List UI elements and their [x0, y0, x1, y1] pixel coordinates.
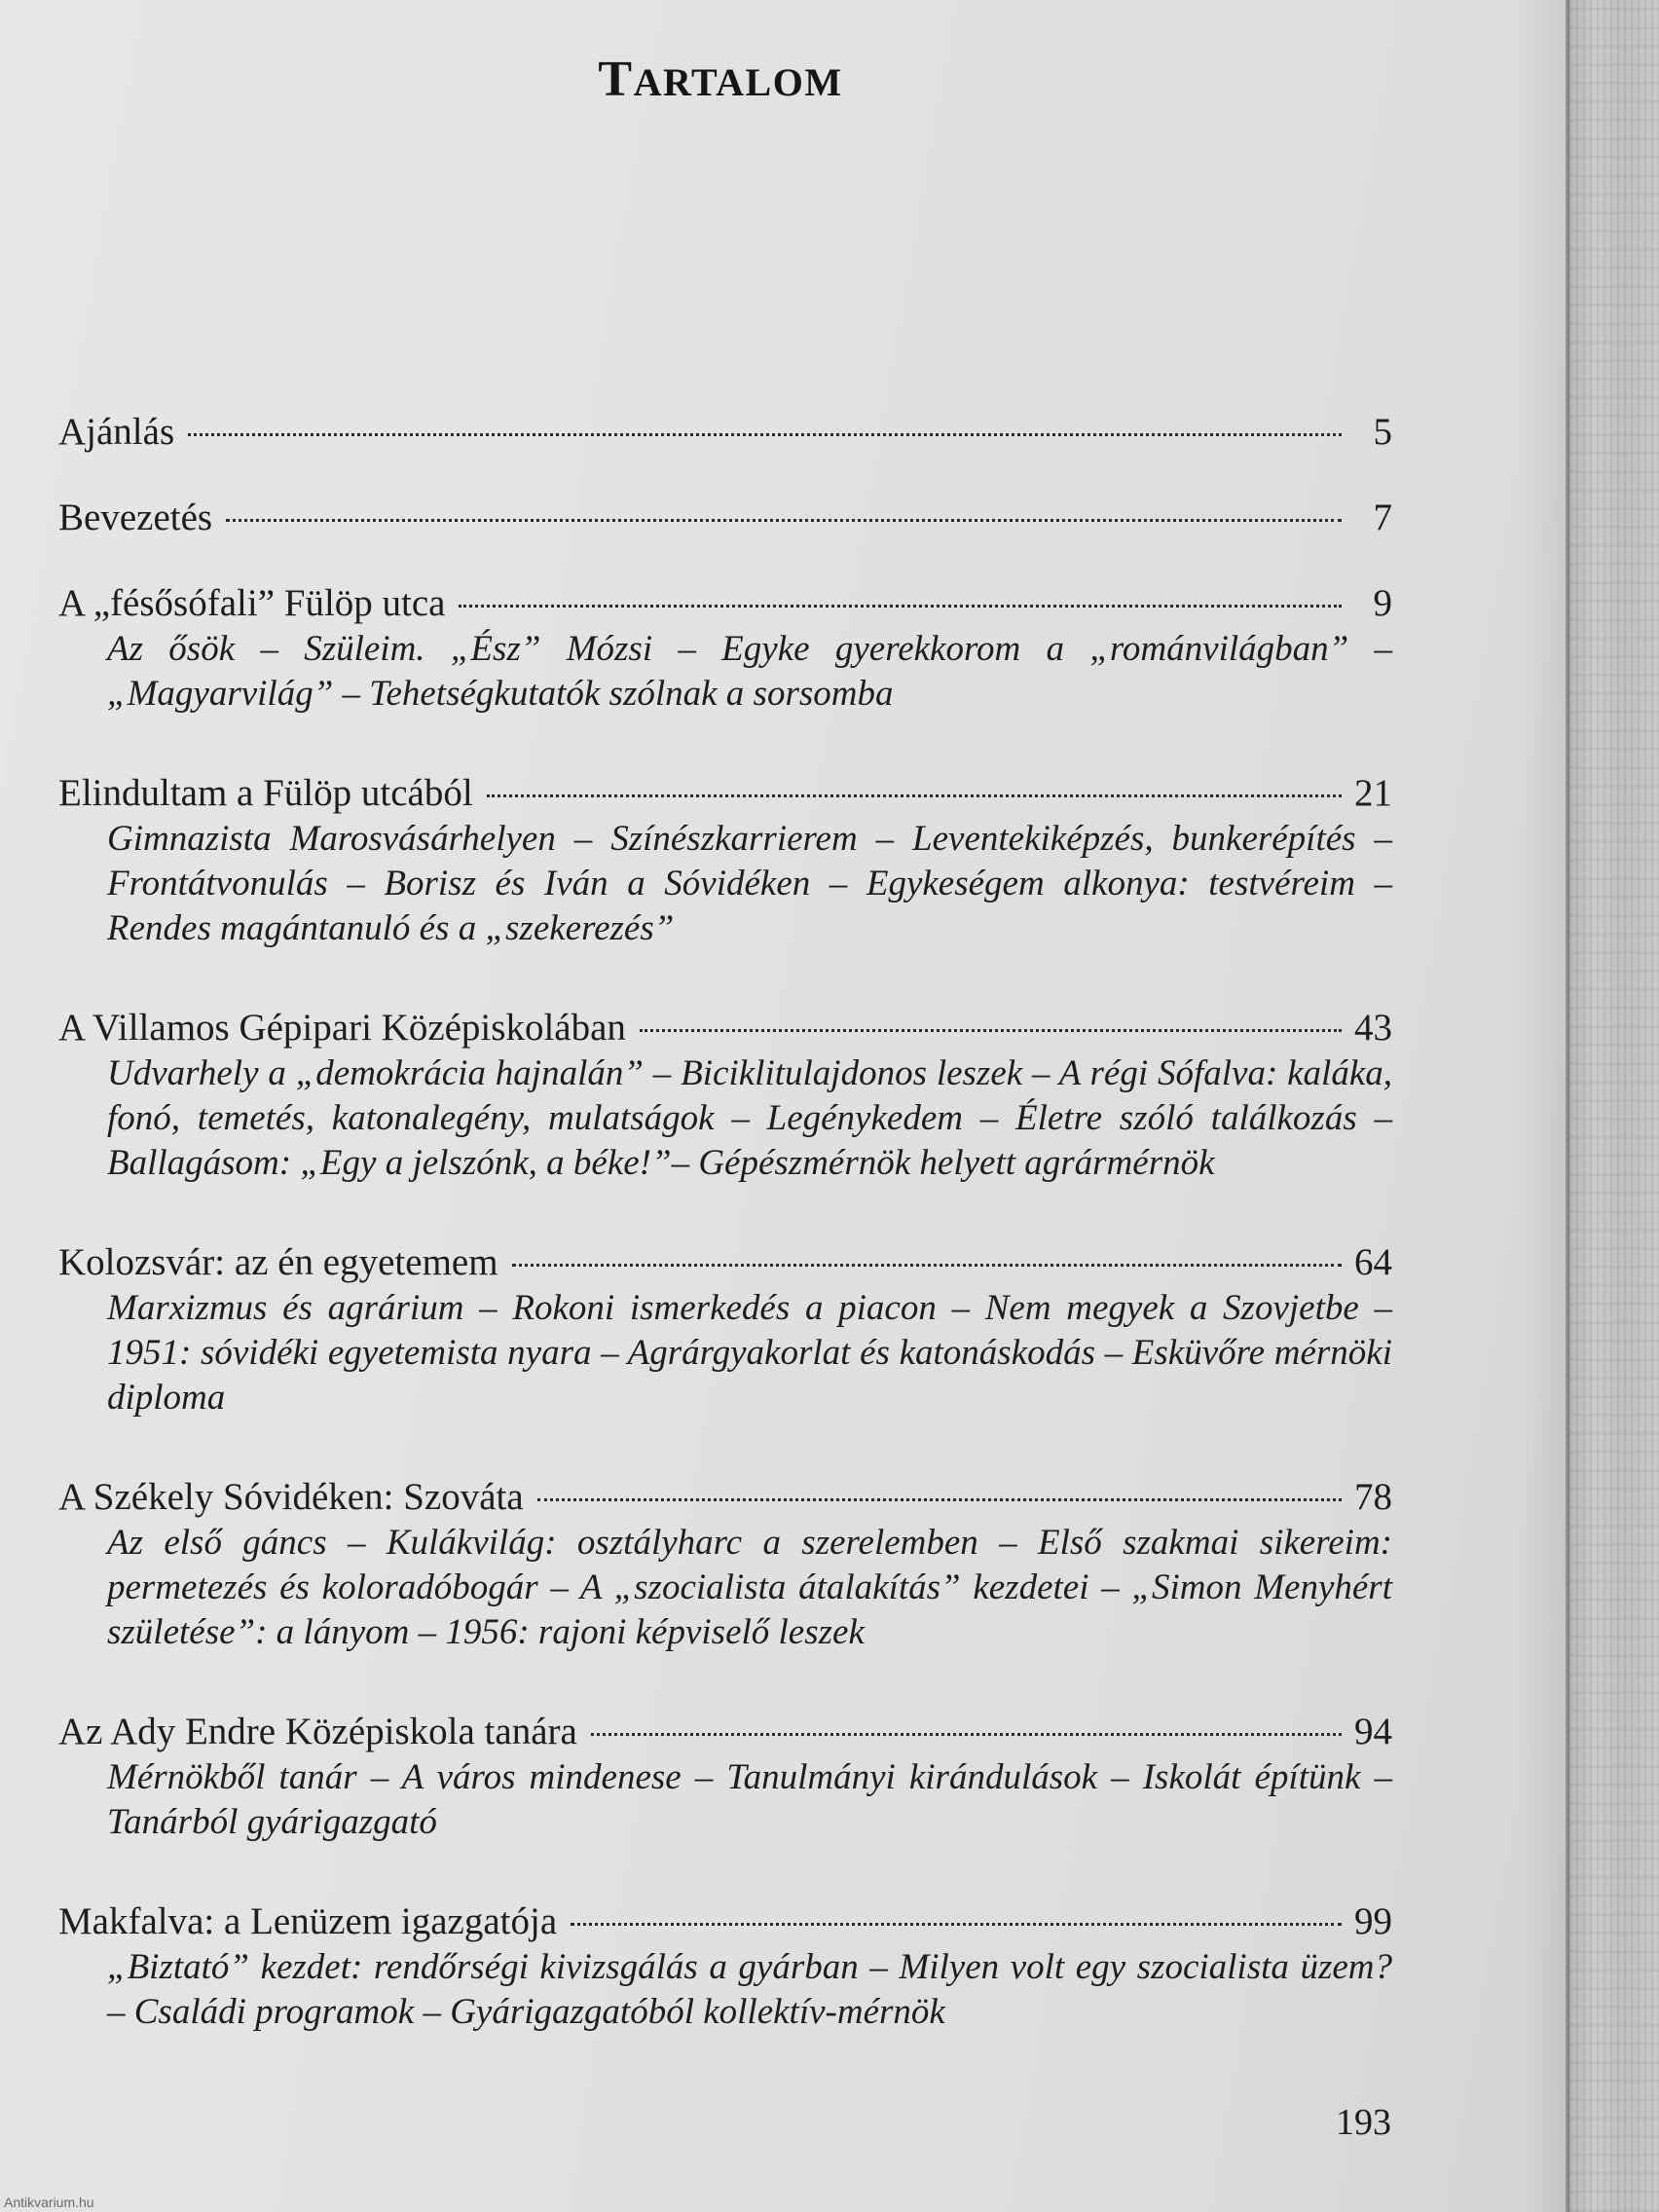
toc-entry-head: [58, 1239, 1392, 1286]
page-curl-shadow: [1519, 0, 1569, 2212]
toc-entry-head: [58, 1899, 1392, 1945]
toc-entry: [58, 1239, 1392, 1420]
toc-entry-head: [58, 495, 1392, 541]
toc-entry-description: Az első gáncs – Kulákvilág: osztályharc a szerelemben – Első szakmai sikereim: permetezés és koloradóbogár – A „szocialista átalakítás” kezdetei – „Simon Menyhért születése”: a lányom – 1956: rajoni képviselő leszek: [107, 1523, 1392, 1652]
toc-entry-title: A „fésősófali” Fülöp utca: [58, 582, 446, 624]
dot-leader: [459, 605, 1342, 608]
table-of-contents: [58, 409, 1392, 2088]
toc-entry: [58, 1474, 1392, 1655]
toc-entry-head: [58, 580, 1392, 627]
watermark: Antikvarium.hu: [4, 2194, 94, 2210]
toc-entry-description: Gimnazista Marosvásárhelyen – Színészkarrierem – Leventekiképzés, bunkerépítés – Frontátvonulás – Borisz és Iván a Sóvidéken – Egykeségem alkonya: testvéreim – Rendes magántanuló és a „szekerezés”: [107, 819, 1392, 948]
toc-entry-description: Mérnökből tanár – A város mindenese – Tanulmányi kirándulások – Iskolát építünk – Tanárból gyárigazgató: [107, 1757, 1392, 1842]
dot-leader: [591, 1733, 1342, 1736]
toc-entry: [58, 409, 1392, 456]
title-initial: T: [598, 52, 634, 107]
toc-entry-description: Az ősök – Szüleim. „Ész” Mózsi – Egyke gyerekkorom a „románvilágban” – „Magyarvilág” – Tehetségkutatók szólnak a sorsomba: [107, 629, 1392, 714]
toc-page-number: 94: [1354, 1711, 1392, 1752]
dot-leader: [226, 519, 1342, 522]
dot-leader: [512, 1264, 1342, 1267]
dot-leader: [640, 1029, 1342, 1032]
toc-entry-title: Elindultam a Fülöp utcából: [58, 772, 473, 814]
page-title: [0, 51, 1441, 108]
toc-entry-description: „Biztató” kezdet: rendőrségi kivizsgálás a gyárban – Milyen volt egy szocialista üzem? – Családi programok – Gyárigazgatóból kollektív-mérnök: [107, 1947, 1392, 2032]
toc-entry-title: Makfalva: a Lenüzem igazgatója: [58, 1900, 558, 1942]
toc-page-number: 7: [1373, 497, 1392, 538]
toc-entry-title: A Székely Sóvidéken: Szováta: [58, 1476, 524, 1518]
toc-entry: [58, 1709, 1392, 1845]
toc-entry-head: [58, 409, 1392, 456]
toc-entry-description: Udvarhely a „demokrácia hajnalán” – Biciklitulajdonos leszek – A régi Sófalva: kaláka, fonó, temetés, katonalegény, mulatságok – Legénykedem – Életre szóló találkozás – Ballagásom: „Egy a jelszónk, a béke!”– Gépészmérnök helyett agrármérnök: [107, 1053, 1392, 1183]
toc-page-number: 78: [1354, 1476, 1392, 1518]
toc-page-number: 99: [1354, 1900, 1392, 1942]
toc-entry-description: Marxizmus és agrárium – Rokoni ismerkedés a piacon – Nem megyek a Szovjetbe – 1951: sóvidéki egyetemista nyara – Agrárgyakorlat és katonáskodás – Esküvőre mérnöki diploma: [107, 1288, 1392, 1418]
toc-entry-head: [58, 1005, 1392, 1051]
page-number-footer: 193: [1336, 2102, 1391, 2143]
toc-page-number: 43: [1354, 1007, 1392, 1049]
toc-entry-head: [58, 1709, 1392, 1755]
dot-leader: [487, 794, 1342, 797]
dot-leader: [188, 433, 1342, 436]
toc-entry: [58, 580, 1392, 717]
toc-page-number: 5: [1373, 411, 1392, 453]
toc-entry: [58, 770, 1392, 951]
toc-entry-title: Bevezetés: [58, 497, 213, 538]
wooden-background: [1569, 0, 1659, 2212]
toc-entry: [58, 1899, 1392, 2035]
toc-entry-head: [58, 770, 1392, 817]
toc-entry: [58, 495, 1392, 541]
toc-entry-title: Kolozsvár: az én egyetemem: [58, 1241, 498, 1283]
toc-entry-title: Ajánlás: [58, 411, 175, 453]
toc-entry-title: A Villamos Gépipari Középiskolában: [58, 1007, 626, 1049]
dot-leader: [571, 1923, 1342, 1926]
toc-entry-title: Az Ady Endre Középiskola tanára: [58, 1711, 577, 1752]
title-rest: ARTALOM: [633, 60, 843, 104]
dot-leader: [537, 1498, 1342, 1501]
toc-entry: [58, 1005, 1392, 1186]
toc-entry-head: [58, 1474, 1392, 1521]
toc-page-number: 21: [1354, 772, 1392, 814]
toc-page-number: 64: [1354, 1241, 1392, 1283]
toc-page-number: 9: [1373, 582, 1392, 624]
